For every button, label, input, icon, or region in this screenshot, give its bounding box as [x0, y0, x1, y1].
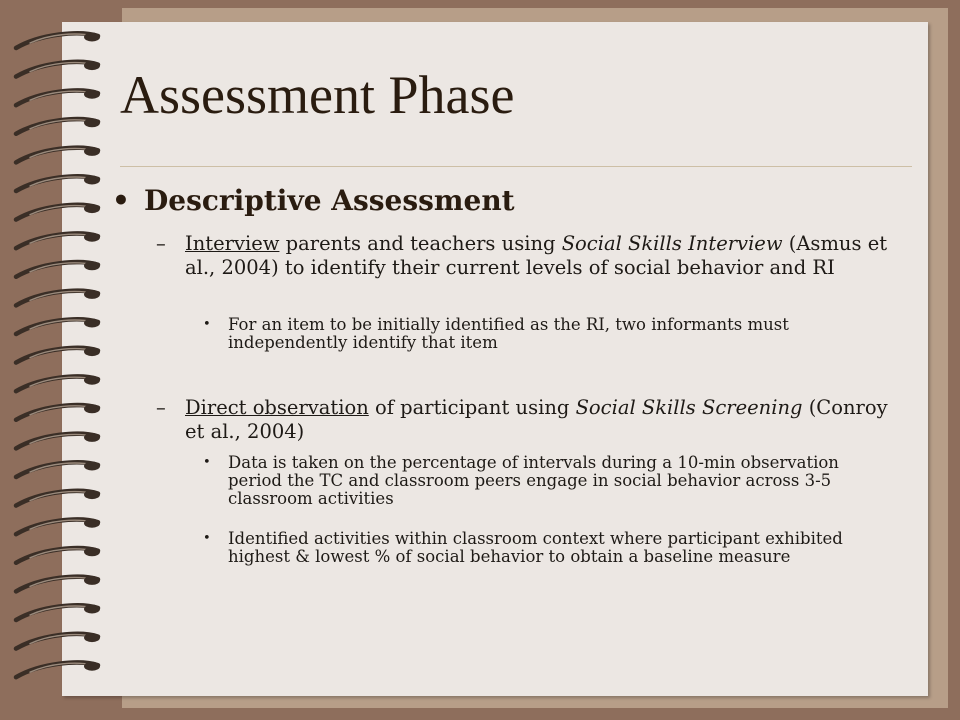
spiral-hole — [84, 633, 100, 642]
section-heading: Descriptive Assessment — [144, 184, 515, 217]
spiral-hole — [84, 204, 100, 213]
spiral-binding-icon — [0, 0, 120, 720]
sub-bullet-activities — [203, 530, 883, 566]
spiral-hole — [84, 319, 100, 328]
sub-bullet-icon: • — [203, 531, 211, 546]
spiral-hole — [84, 176, 100, 185]
dash-icon: – — [156, 232, 166, 255]
observation-lead: Direct observation — [185, 396, 369, 419]
spiral-hole — [84, 662, 100, 671]
spiral-hole — [84, 462, 100, 471]
spiral-hole — [84, 376, 100, 385]
spiral-hole — [84, 404, 100, 413]
sub-bullet-icon: • — [203, 455, 211, 470]
observation-post: (Conroy et al., 2004) — [185, 396, 888, 443]
spiral-hole — [84, 147, 100, 156]
spiral-hole — [84, 90, 100, 99]
spiral-hole — [84, 233, 100, 242]
bullet-icon: • — [112, 184, 130, 217]
sub-bullet-text: Identified activities within classroom context where participant exhibited highest & lowest % of social behavior to obtain a baseline measure — [228, 529, 843, 566]
interview-pre: parents and teachers using — [279, 232, 562, 255]
main-bullet — [112, 184, 515, 217]
spiral-hole — [84, 290, 100, 299]
sub-bullet-text: For an item to be initially identified as the RI, two informants must independently identify that item — [228, 315, 789, 352]
sub-bullet-icon: • — [203, 317, 211, 332]
sub-bullet-interview — [203, 316, 883, 352]
slide-title: Assessment Phase — [120, 65, 515, 125]
interview-lead: Interview — [185, 232, 280, 255]
spiral-hole — [84, 490, 100, 499]
dash-icon: – — [156, 396, 166, 419]
spiral-hole — [84, 576, 100, 585]
spiral-hole — [84, 547, 100, 556]
sub-bullet-data — [203, 454, 883, 508]
spiral-hole — [84, 118, 100, 127]
sub-bullet-text: Data is taken on the percentage of intervals during a 10-min observation period the TC and classroom peers engage in social behavior across 3-5 classroom activities — [228, 453, 839, 508]
observation-instrument: Social Skills Screening — [575, 396, 803, 419]
spiral-hole — [84, 261, 100, 270]
bullet-observation — [156, 396, 901, 444]
spiral-hole — [84, 605, 100, 614]
spiral-hole — [84, 433, 100, 442]
interview-post: (Asmus et al., 2004) to identify their current levels of social behavior and RI — [185, 232, 888, 279]
spiral-hole — [84, 33, 100, 42]
spiral-hole — [84, 519, 100, 528]
bullet-interview — [156, 232, 901, 280]
observation-pre: of participant using — [368, 396, 576, 419]
title-divider — [120, 166, 912, 167]
interview-instrument: Social Skills Interview — [561, 232, 783, 255]
spiral-hole — [84, 61, 100, 70]
spiral-hole — [84, 347, 100, 356]
